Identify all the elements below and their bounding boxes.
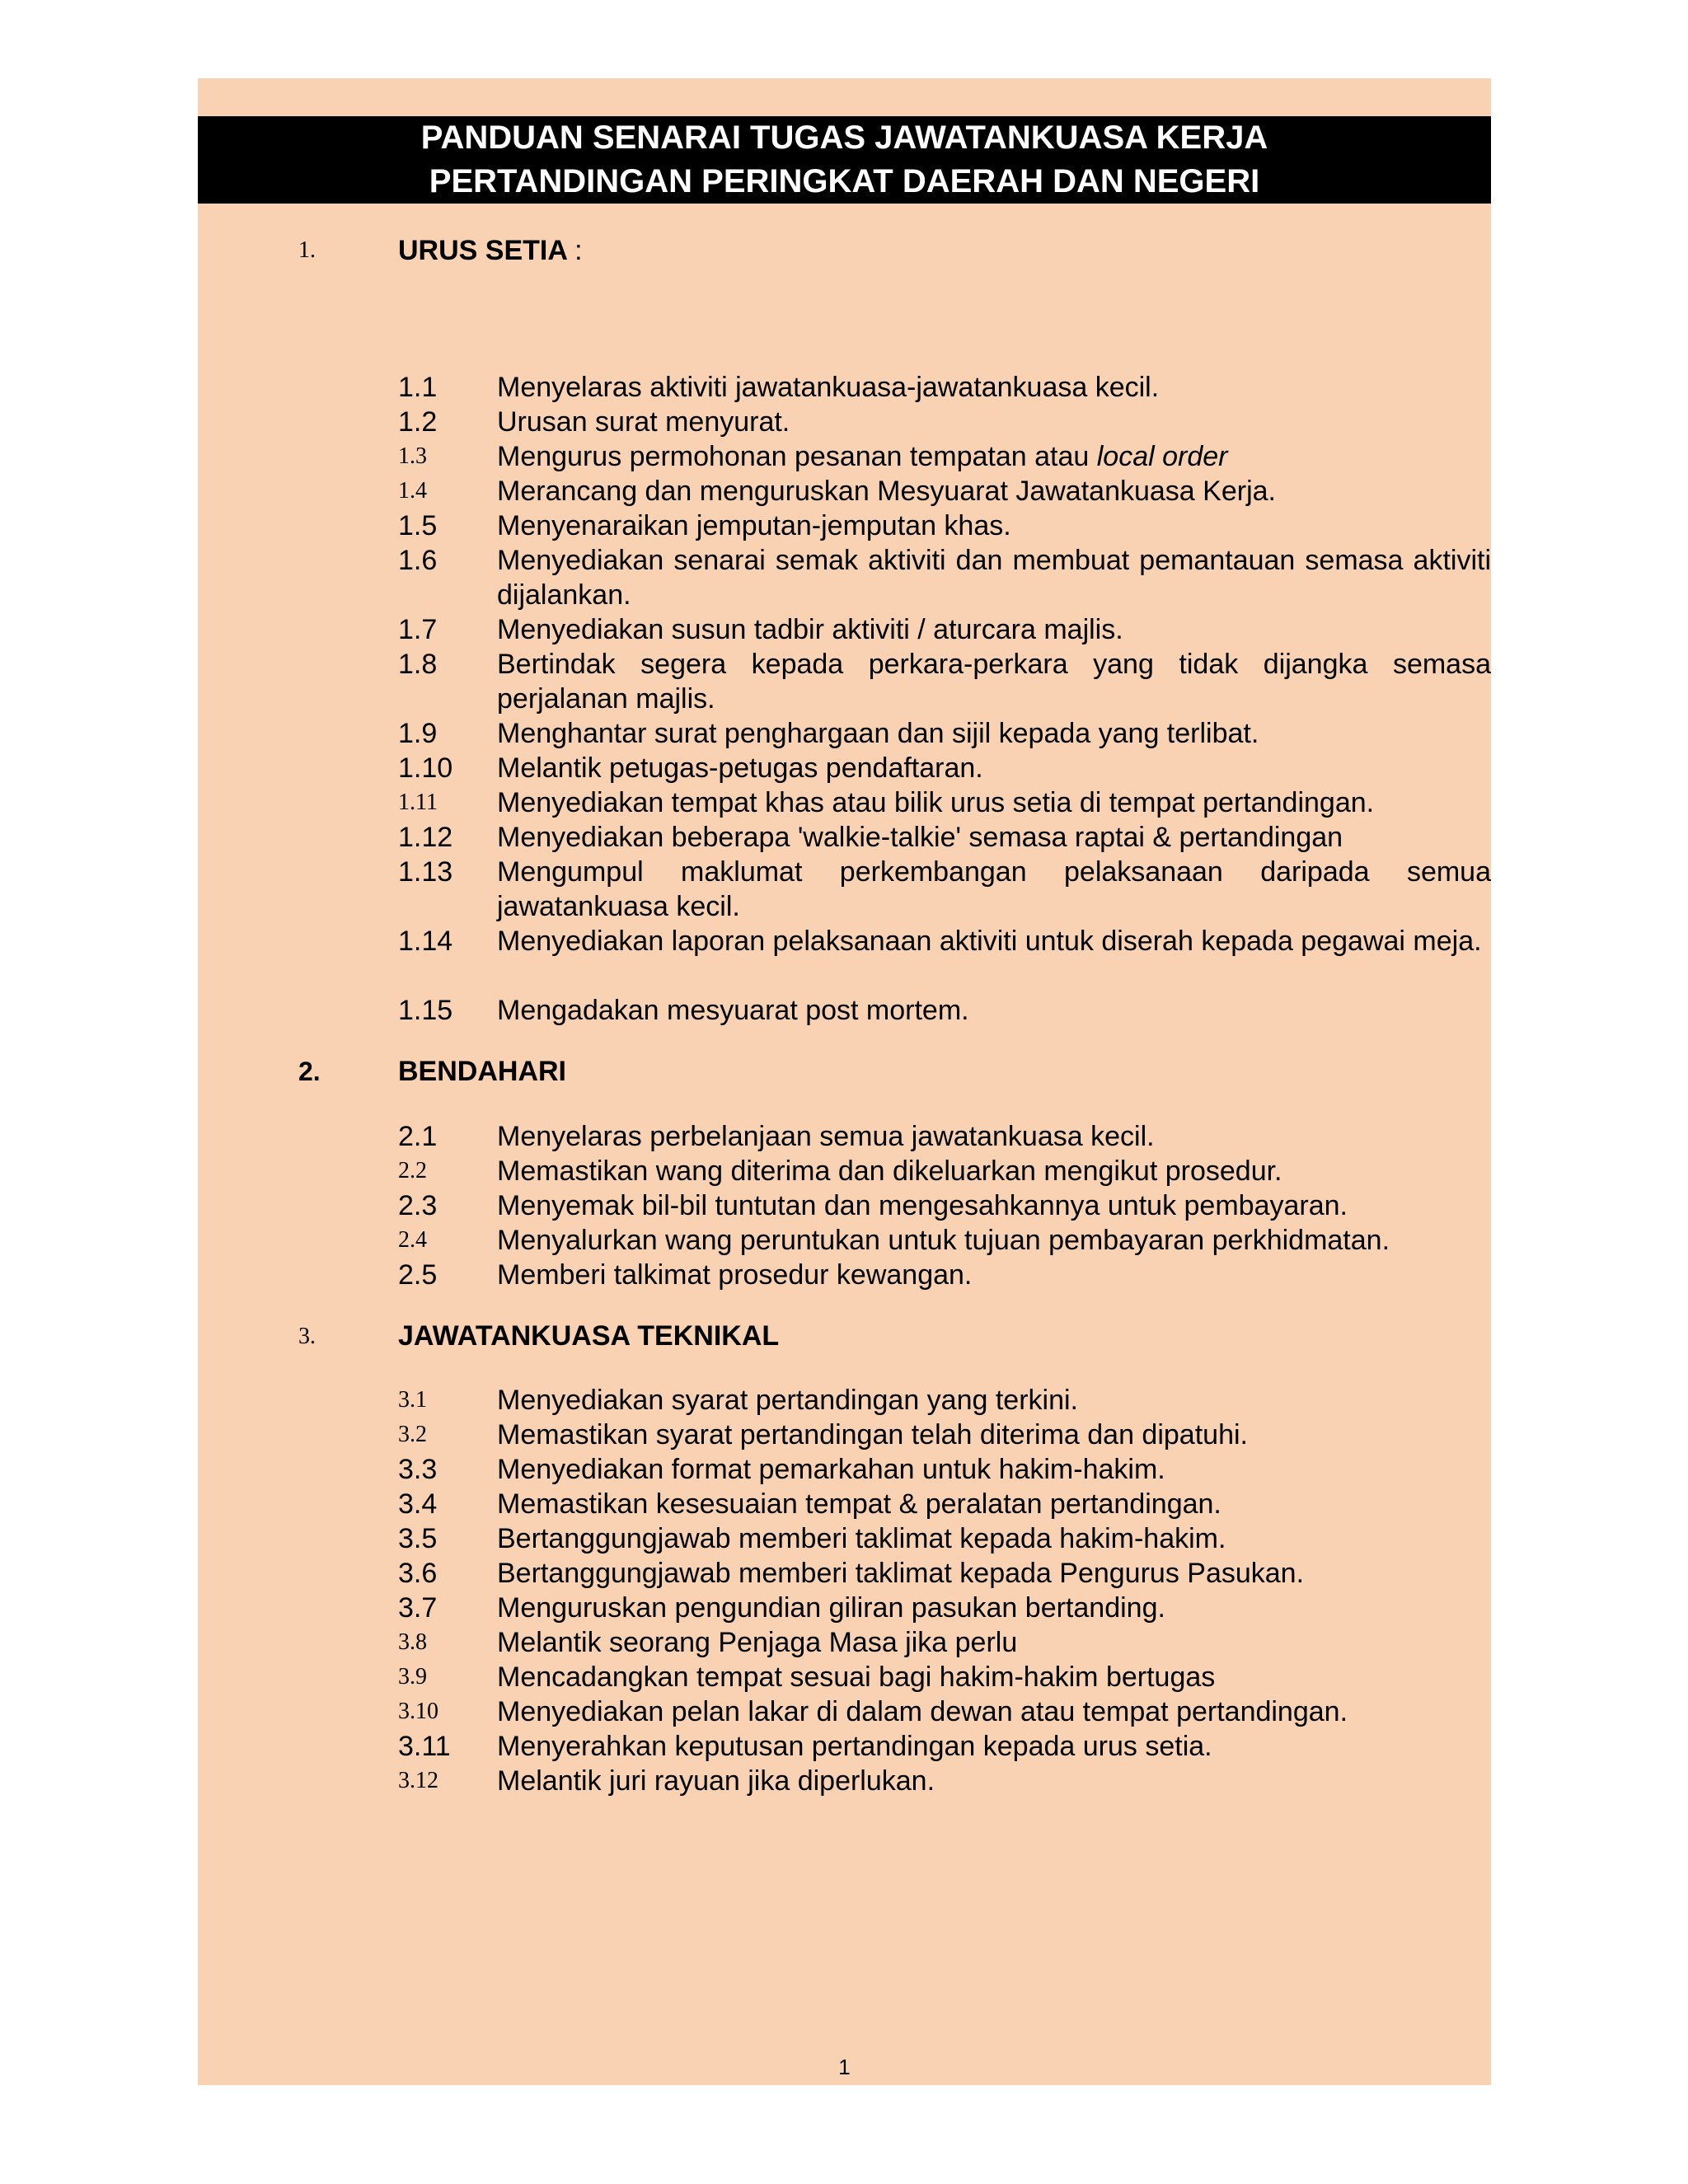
item-text: Menyediakan format pemarkahan untuk hakim-hakim. bbox=[497, 1454, 1165, 1485]
section-title-text: URUS SETIA bbox=[398, 235, 567, 266]
item-text: Menyediakan laporan pelaksanaan aktiviti untuk diserah kepada pegawai meja. bbox=[497, 926, 1482, 957]
section-title: JAWATANKUASA TEKNIKAL bbox=[398, 1320, 780, 1352]
section-number: 3. bbox=[298, 1324, 316, 1349]
item-number: 3.1 bbox=[398, 1387, 427, 1413]
item-text: Mengadakan mesyuarat post mortem. bbox=[497, 995, 969, 1026]
section-title bbox=[398, 233, 583, 268]
item-number: 3.8 bbox=[398, 1629, 427, 1655]
item-text bbox=[497, 439, 1491, 474]
title-banner bbox=[198, 116, 1491, 204]
item-number: 3.9 bbox=[398, 1664, 427, 1690]
item-text: Menyelaras aktiviti jawatankuasa-jawatankuasa kecil. bbox=[497, 372, 1160, 403]
item-text: Melantik juri rayuan jika diperlukan. bbox=[497, 1765, 935, 1797]
item-text: Menyemak bil-bil tuntutan dan mengesahkannya untuk pembayaran. bbox=[497, 1190, 1348, 1221]
item-text: Menyenaraikan jemputan-jemputan khas. bbox=[497, 510, 1011, 541]
item-number: 1.8 bbox=[398, 649, 438, 680]
item-text: Menghantar surat penghargaan dan sijil kepada yang terlibat. bbox=[497, 718, 1259, 749]
item-text: Menyediakan pelan lakar di dalam dewan atau tempat pertandingan. bbox=[497, 1696, 1348, 1727]
item-text: Mengumpul maklumat perkembangan pelaksanaan daripada semua jawatankuasa kecil. bbox=[497, 856, 1491, 922]
item-number: 2.2 bbox=[398, 1158, 427, 1183]
item-number: 3.10 bbox=[398, 1699, 438, 1724]
item-number: 1.11 bbox=[398, 790, 438, 815]
item-number: 3.3 bbox=[398, 1454, 438, 1485]
item-number: 3.11 bbox=[398, 1731, 451, 1762]
item-number: 1.1 bbox=[398, 372, 438, 403]
section-number: 2. bbox=[298, 1057, 321, 1086]
page-number: 1 bbox=[838, 2055, 851, 2079]
item-text: Urusan surat menyurat. bbox=[497, 406, 790, 438]
item-number: 1.6 bbox=[398, 545, 438, 576]
item-text: Memastikan kesesuaian tempat & peralatan pertandingan. bbox=[497, 1488, 1221, 1520]
item-number: 3.4 bbox=[398, 1488, 438, 1520]
item-number: 3.5 bbox=[398, 1523, 438, 1554]
item-text: Memastikan wang diterima dan dikeluarkan mengikut prosedur. bbox=[497, 1155, 1282, 1187]
item-text: Menyediakan susun tadbir aktiviti / aturcara majlis. bbox=[497, 614, 1123, 645]
item-number: 1.4 bbox=[398, 478, 427, 504]
item-text: Mencadangkan tempat sesuai bagi hakim-hakim bertugas bbox=[497, 1661, 1216, 1693]
section-title: BENDAHARI bbox=[398, 1056, 566, 1087]
section-title-colon: : bbox=[574, 235, 583, 266]
item-text: Menyelaras perbelanjaan semua jawatankuasa kecil. bbox=[497, 1121, 1155, 1152]
item-text: Menguruskan pengundian giliran pasukan bertanding. bbox=[497, 1592, 1165, 1624]
item-text: Melantik petugas-petugas pendaftaran. bbox=[497, 752, 983, 784]
item-number: 2.4 bbox=[398, 1227, 427, 1253]
item-text: Bertanggungjawab memberi taklimat kepada Pengurus Pasukan. bbox=[497, 1558, 1305, 1589]
item-number: 1.14 bbox=[398, 926, 453, 957]
item-number: 1.2 bbox=[398, 406, 438, 438]
item-text: Menyediakan beberapa 'walkie-talkie' semasa raptai & pertandingan bbox=[497, 822, 1343, 853]
item-text-main: Mengurus permohonan pesanan tempatan atau bbox=[497, 441, 1097, 472]
item-number: 3.7 bbox=[398, 1592, 438, 1624]
item-number: 1.12 bbox=[398, 822, 453, 853]
item-text: Bertanggungjawab memberi taklimat kepada hakim-hakim. bbox=[497, 1523, 1226, 1554]
item-number: 1.3 bbox=[398, 443, 427, 469]
item-text-italic: local order bbox=[1096, 441, 1228, 472]
item-text: Melantik seorang Penjaga Masa jika perlu bbox=[497, 1627, 1018, 1658]
item-text: Memastikan syarat pertandingan telah diterima dan dipatuhi. bbox=[497, 1419, 1248, 1451]
item-text: Merancang dan menguruskan Mesyuarat Jawatankuasa Kerja. bbox=[497, 476, 1276, 507]
item-number: 2.5 bbox=[398, 1259, 438, 1291]
title-line-1: PANDUAN SENARAI TUGAS JAWATANKUASA KERJA bbox=[420, 120, 1268, 156]
item-text: Menyalurkan wang peruntukan untuk tujuan pembayaran perkhidmatan. bbox=[497, 1225, 1390, 1256]
document-page bbox=[198, 78, 1491, 2085]
item-number: 3.2 bbox=[398, 1422, 427, 1447]
item-number: 2.3 bbox=[398, 1190, 438, 1221]
item-text: Menyediakan tempat khas atau bilik urus setia di tempat pertandingan. bbox=[497, 787, 1375, 818]
item-number: 1.5 bbox=[398, 510, 438, 541]
item-number: 1.9 bbox=[398, 718, 438, 749]
item-number: 3.6 bbox=[398, 1558, 438, 1589]
item-text: Menyediakan senarai semak aktiviti dan membuat pemantauan semasa aktiviti dijalankan. bbox=[497, 545, 1491, 611]
item-number: 2.1 bbox=[398, 1121, 438, 1152]
item-text: Bertindak segera kepada perkara-perkara yang tidak dijangka semasa perjalanan majlis. bbox=[497, 649, 1491, 715]
item-text: Menyediakan syarat pertandingan yang terkini. bbox=[497, 1385, 1078, 1416]
item-number: 1.13 bbox=[398, 856, 453, 888]
item-text: Menyerahkan keputusan pertandingan kepada urus setia. bbox=[497, 1731, 1212, 1762]
item-number: 1.15 bbox=[398, 995, 453, 1026]
item-number: 1.10 bbox=[398, 752, 453, 784]
item-number: 3.12 bbox=[398, 1768, 438, 1793]
section-number: 1. bbox=[298, 237, 316, 263]
item-number: 1.7 bbox=[398, 614, 438, 645]
title-line-2: PERTANDINGAN PERINGKAT DAERAH DAN NEGERI bbox=[429, 163, 1260, 199]
item-text: Memberi talkimat prosedur kewangan. bbox=[497, 1259, 973, 1291]
